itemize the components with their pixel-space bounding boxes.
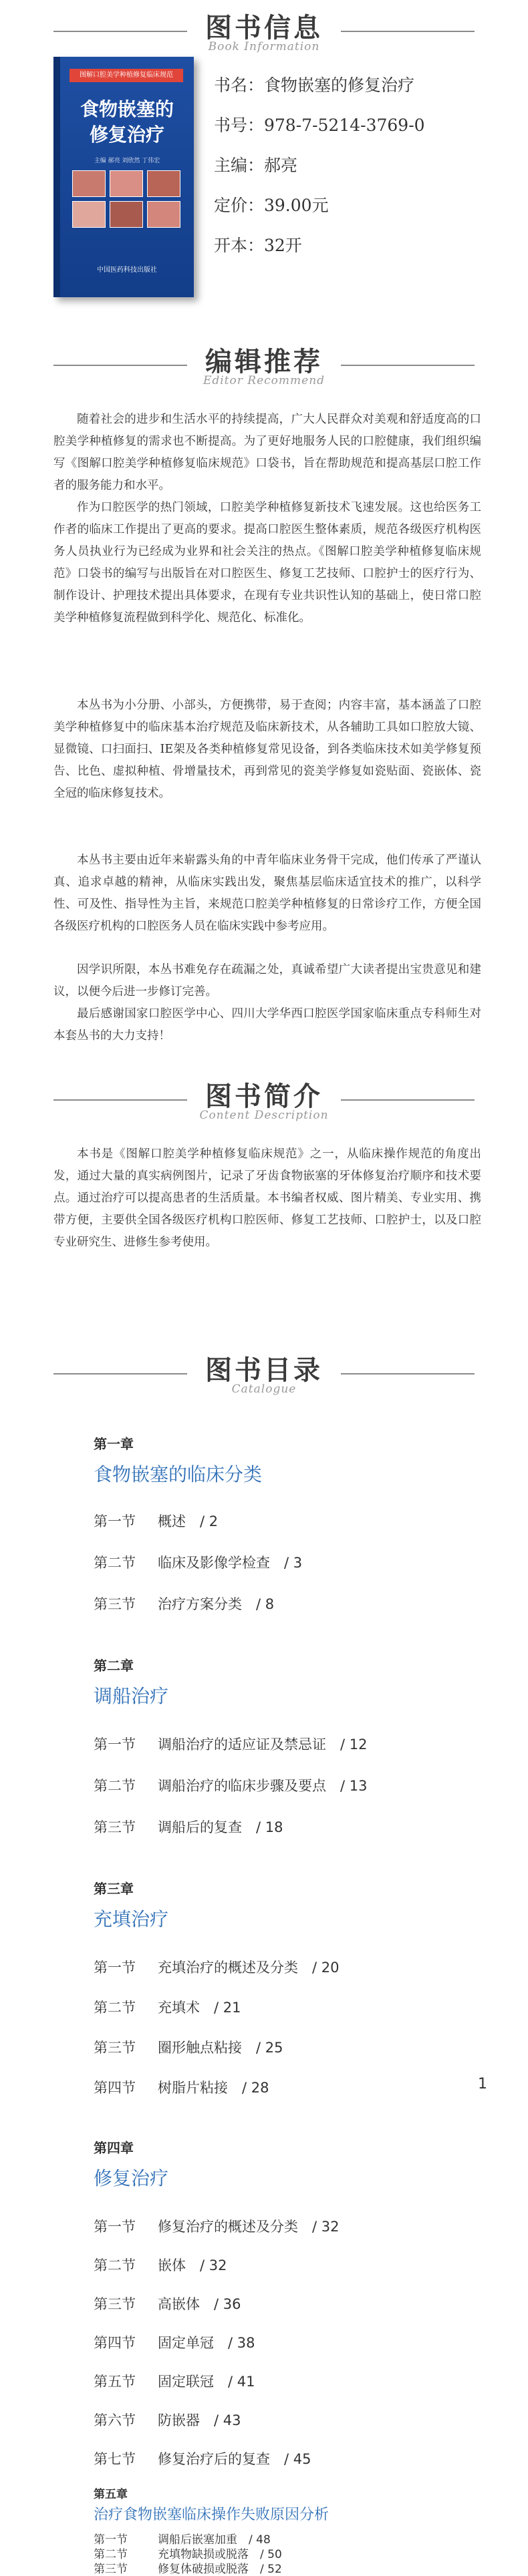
editor-paragraph: 作为口腔医学的热门领域，口腔美学种植修复新技术飞速发展。这也给医务工作者的临床工作提出了更高的要求。提高口腔医生整体素质，规范各级医疗机构医务人员执业行为已经成为业界和社会关注的热点。《图解口腔美学种植修复临床规范》口袋书的编写与出版旨在对口腔医生、修复工艺技师、口腔护士的医疗行为、制作设计、护理技术提出具体要求，在现有专业共识性认知的基础上，使日常口腔美学种植修复流程做到科学化、规范化、标准化。 xyxy=(53,501,481,624)
book-info-header xyxy=(0,5,528,59)
cover-publisher: 中国医药科技出版社 xyxy=(97,266,157,274)
chapter-number: 第四章 xyxy=(94,2140,134,2156)
cover-title-line1: 食物嵌塞的 xyxy=(80,98,174,120)
cover-photo-grid xyxy=(72,170,179,250)
chapter-title: 治疗食物嵌塞临床操作失败原因分析 xyxy=(94,2507,329,2523)
toc-entry: 第五节 固定联冠 / 41 xyxy=(94,2374,255,2390)
catalogue-header xyxy=(0,1348,528,1401)
book-price: 定价：39.00元 xyxy=(214,196,329,215)
book-name: 书名：食物嵌塞的修复治疗 xyxy=(214,75,415,95)
toc-entry: 第六节 防嵌器 / 43 xyxy=(94,2412,241,2428)
chapter-number: 第三章 xyxy=(94,1881,134,1897)
book-editor: 主编：郝亮 xyxy=(214,156,298,175)
section-title: 图书目录 xyxy=(205,1354,323,1386)
cover-authors: 主编 郝亮 刘欣然 丁伟宏 xyxy=(94,158,160,164)
chapter-title: 修复治疗 xyxy=(94,2167,169,2189)
cover-photo xyxy=(147,170,180,197)
section-subtitle: Book Information xyxy=(208,40,320,53)
section-subtitle: Catalogue xyxy=(231,1383,297,1396)
toc-entry: 第四节 树脂片粘接 / 28 xyxy=(94,2080,269,2096)
chapter-title: 充填治疗 xyxy=(94,1908,169,1930)
book-cover xyxy=(53,57,194,297)
cover-photo xyxy=(147,201,180,228)
cover-spine xyxy=(53,57,60,297)
toc-entry: 第一节 概述 / 2 xyxy=(94,1513,219,1529)
editor-paragraph: 本丛书主要由近年来崭露头角的中青年临床业务骨干完成，他们传承了严谨认真、追求卓越的精神，从临床实践出发，聚焦基层临床适宜技术的推广，以科学性、可及性、指导性为主旨，来规范口腔美学种植修复的日常诊疗工作，方便全国各级医疗机构的口腔医务人员在临床实践中参考应用。 xyxy=(53,854,481,933)
editor-paragraph: 因学识所限，本丛书难免存在疏漏之处，真诚希望广大读者提出宝贵意见和建议，以便今后进一步修订完善。 xyxy=(53,963,481,998)
toc-entry: 第三节 调船后的复查 / 18 xyxy=(94,1819,283,1835)
toc-entry: 第三节 治疗方案分类 / 8 xyxy=(94,1596,275,1612)
toc-entry: 第一节 修复治疗的概述及分类 / 32 xyxy=(94,2219,340,2235)
cover-photo xyxy=(110,201,143,228)
chapter-number: 第一章 xyxy=(94,1436,134,1452)
editor-paragraph: 本丛书为小分册、小部头，方便携带，易于查阅；内容丰富，基本涵盖了口腔美学种植修复中的临床基本治疗规范及临床新技术，从各辅助工具如口腔放大镜、显微镜、口扫面扫、IE架及各类种植修复常见设备，到各类临床技术如美学修复预告、比色、虚拟种植、骨增量技术，再到常见的瓷美学修复如瓷贴面、瓷嵌体、瓷全冠的临床修复技术。 xyxy=(53,699,481,800)
content-description-header xyxy=(0,1074,528,1127)
chapter-number: 第五章 xyxy=(94,2488,128,2501)
toc-entry: 第一节 充填治疗的概述及分类 / 20 xyxy=(94,1960,340,1976)
toc-entry: 第二节 调船治疗的临床步骤及要点 / 13 xyxy=(94,1778,368,1794)
toc-entry: 第七节 修复治疗后的复查 / 45 xyxy=(94,2451,311,2467)
chapter-title: 食物嵌塞的临床分类 xyxy=(94,1463,263,1485)
toc-entry: 第二节 临床及影像学检查 / 3 xyxy=(94,1555,303,1571)
section-title: 图书信息 xyxy=(205,12,323,43)
cover-title-line2: 修复治疗 xyxy=(89,124,164,146)
cover-photo xyxy=(72,201,106,228)
toc-entry: 第二节 充填术 / 21 xyxy=(94,2000,241,2016)
section-title: 图书简介 xyxy=(205,1081,323,1112)
editor-recommend-header xyxy=(0,339,528,393)
section-title: 编辑推荐 xyxy=(205,346,323,377)
stray-number: 1 xyxy=(478,2076,487,2092)
toc-entry: 第四节 固定单冠 / 38 xyxy=(94,2335,255,2351)
editor-paragraph: 随着社会的进步和生活水平的持续提高，广大人民群众对美观和舒适度高的口腔美学种植修复的需求也不断提高。为了更好地服务人民的口腔健康，我们组织编写《图解口腔美学种植修复临床规范》口袋书，旨在帮助规范和提高基层口腔工作者的服务能力和水平。 xyxy=(53,413,481,492)
section-subtitle: Content Description xyxy=(199,1109,329,1122)
cover-photo xyxy=(72,170,106,197)
cover-series: 图解口腔美学种植修复临床规范 xyxy=(70,69,183,82)
toc-entry: 第三节 圈形触点粘接 / 25 xyxy=(94,2040,283,2056)
cover-photo xyxy=(110,170,143,197)
book-isbn: 书号：978-7-5214-3769-0 xyxy=(214,116,425,135)
section-subtitle: Editor Recommend xyxy=(203,374,325,387)
chapter-title: 调船治疗 xyxy=(94,1685,169,1707)
cover-title xyxy=(67,97,187,148)
toc-entry: 第一节 调船治疗的适应证及禁忌证 / 12 xyxy=(94,1736,368,1753)
description-paragraph: 本书是《图解口腔美学种植修复临床规范》之一，从临床操作规范的角度出发，通过大量的真实病例图片，记录了牙齿食物嵌塞的牙体修复治疗顺序和技术要点。通过治疗可以提高患者的生活质量。本书编者权威、图片精美、专业实用、携带方便，主要供全国各级医疗机构口腔医师、修复工艺技师、口腔护士，以及口腔专业研究生、进修生参考使用。 xyxy=(53,1147,481,1249)
editor-paragraph: 最后感谢国家口腔医学中心、四川大学华西口腔医学国家临床重点专科师生对本套丛书的大力支持！ xyxy=(53,1007,481,1043)
chapter-number: 第二章 xyxy=(94,1658,134,1674)
toc-entry: 第三节 修复体破损或脱落 / 52 xyxy=(94,2563,282,2576)
toc-entry: 第二节 嵌体 / 32 xyxy=(94,2257,227,2273)
toc-entry: 第一节 调船后嵌塞加重 / 48 xyxy=(94,2533,271,2547)
toc-entry: 第三节 高嵌体 / 36 xyxy=(94,2296,241,2312)
book-format: 开本：32开 xyxy=(214,236,302,255)
toc-entry: 第二节 充填物缺损或脱落 / 50 xyxy=(94,2548,282,2561)
